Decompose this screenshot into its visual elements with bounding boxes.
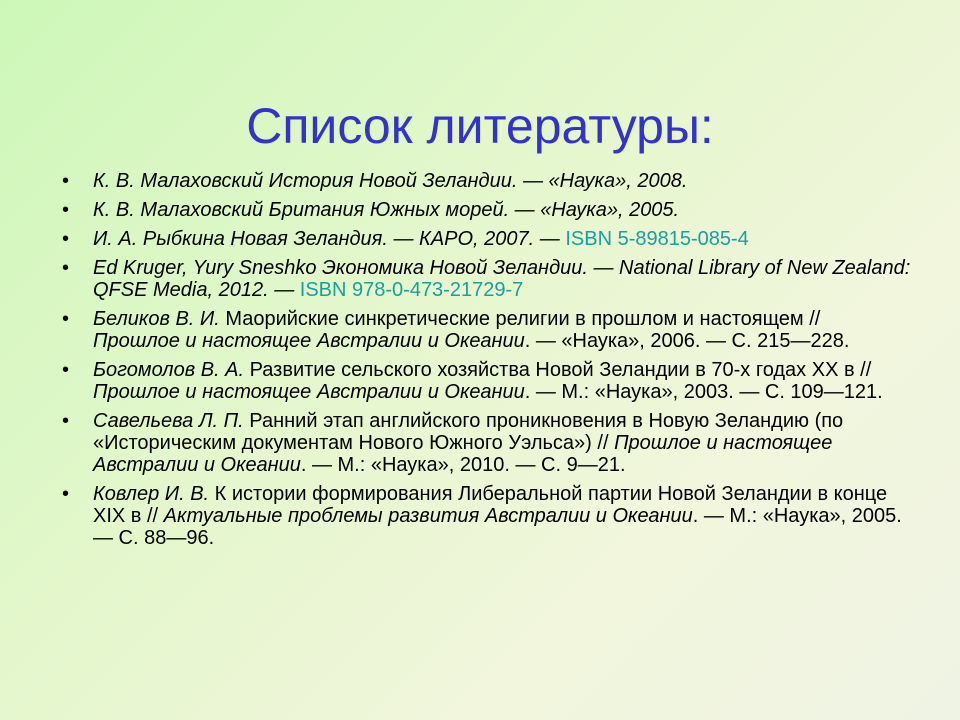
reference-item — [62, 483, 912, 549]
reference-title: К истории формирования Либеральной партии Новой Зеландии в конце XIX в // — [93, 483, 888, 527]
reference-text: К. В. Малаховский История Новой Зеландии. — «Наука», 2008. — [93, 170, 688, 192]
reference-item — [62, 308, 912, 352]
reference-title: Развитие сельского хозяйства Новой Зеландии в 70-х годах XX в // — [244, 359, 872, 381]
isbn-link[interactable]: ISBN 5-89815-085-4 — [565, 228, 749, 250]
reference-author: Савельева Л. П. — [93, 410, 244, 432]
reference-list — [62, 170, 912, 556]
reference-item — [62, 199, 912, 221]
reference-source: Актуальные проблемы развития Австралии и Океании — [163, 505, 693, 527]
reference-text: К. В. Малаховский Британия Южных морей. — «Наука», 2005. — [93, 199, 680, 221]
reference-item — [62, 410, 912, 476]
reference-author: Ковлер И. В. — [93, 483, 210, 505]
reference-publisher: . — «Наука», 2006. — С. 215—228. — [524, 330, 850, 352]
reference-author: Богомолов В. А. — [93, 359, 245, 381]
reference-item — [62, 359, 912, 403]
reference-publisher: . — М.: «Наука», 2003. — С. 109—121. — [524, 381, 883, 403]
reference-publisher: . — М.: «Наука», 2010. — С. 9—21. — [300, 454, 626, 476]
reference-source: Прошлое и настоящее Австралии и Океании — [93, 330, 525, 352]
reference-item — [62, 228, 912, 250]
reference-author: Беликов В. И. — [93, 308, 220, 330]
isbn-link[interactable]: ISBN 978-0-473-21729-7 — [299, 279, 524, 301]
reference-publisher: . — М.: «Наука», 2005. — С. 88—96. — [93, 505, 902, 549]
reference-text: Ed Kruger, Yury Sneshko Экономика Новой Зеландии. — National Library of New Zealand: QFSE Media, 2012. — — [93, 257, 911, 301]
reference-item — [62, 257, 912, 301]
reference-item — [62, 170, 912, 192]
reference-title: Маорийские синкретические религии в прошлом и настоящем // — [219, 308, 821, 330]
reference-source: Прошлое и настоящее Австралии и Океании — [93, 432, 833, 476]
reference-title: Ранний этап английского проникновения в Новую Зеландию (по «Историческим документам Нового Южного Уэльса») // — [93, 410, 844, 454]
reference-text: И. А. Рыбкина Новая Зеландия. — КАРО, 2007. — — [93, 228, 566, 250]
slide-title: Список литературы: — [246, 97, 714, 154]
reference-source: Прошлое и настоящее Австралии и Океании — [93, 381, 525, 403]
